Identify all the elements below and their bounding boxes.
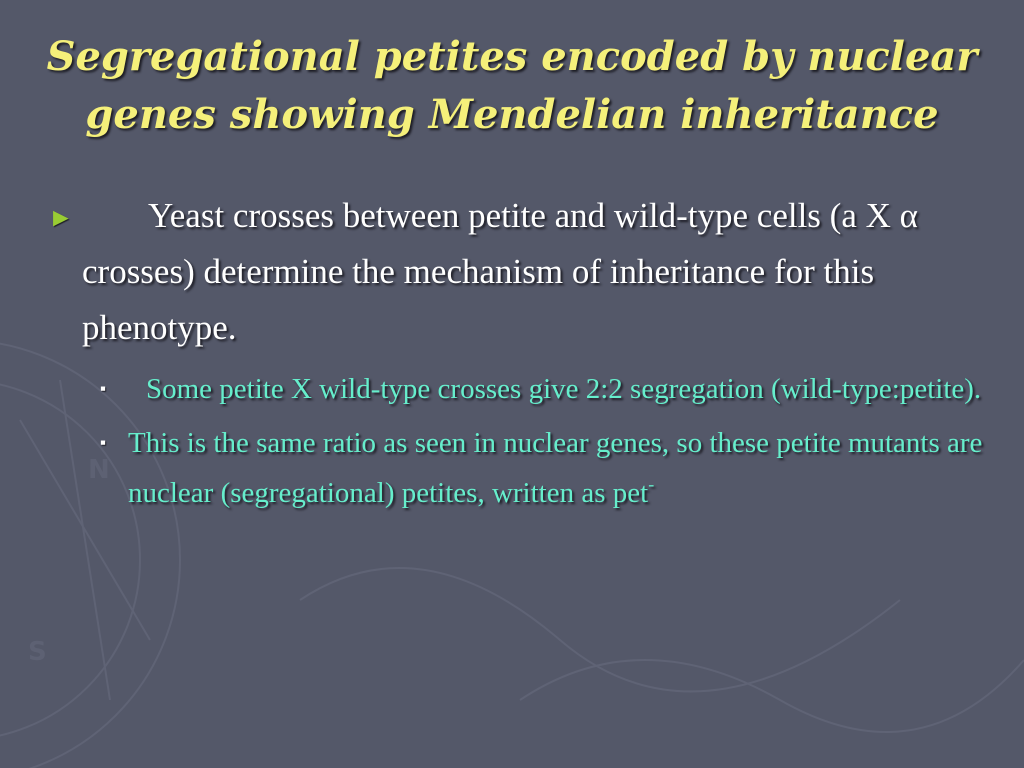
sub-bullet-2 <box>40 418 990 518</box>
sub-bullet-list <box>40 364 990 518</box>
bullet-main <box>40 188 990 356</box>
slide-title: Segregational petites encoded by nuclear genes showing Mendelian inheritance <box>46 33 978 138</box>
superscript-minus: - <box>648 474 655 494</box>
square-bullet-icon: ▪ <box>100 433 107 452</box>
sub-bullet-1 <box>40 364 990 414</box>
svg-text:N: N <box>88 455 110 485</box>
sub-bullet-1-text: Some petite X wild-type crosses give 2:2 segregation (wild-type:petite). <box>146 373 982 405</box>
bullet-main-text: Yeast crosses between petite and wild-type cells (a X α crosses) determine the mechanism of inheritance for this phenotype. <box>82 196 918 347</box>
slide-body <box>40 188 990 522</box>
sub-bullet-2-text: This is the same ratio as seen in nuclear genes, so these petite mutants are nuclear (segregational) petites, written as pet <box>128 427 983 509</box>
arrow-bullet-icon: ► <box>48 203 74 232</box>
svg-text:S: S <box>28 637 47 667</box>
square-bullet-icon: ▪ <box>100 379 107 398</box>
